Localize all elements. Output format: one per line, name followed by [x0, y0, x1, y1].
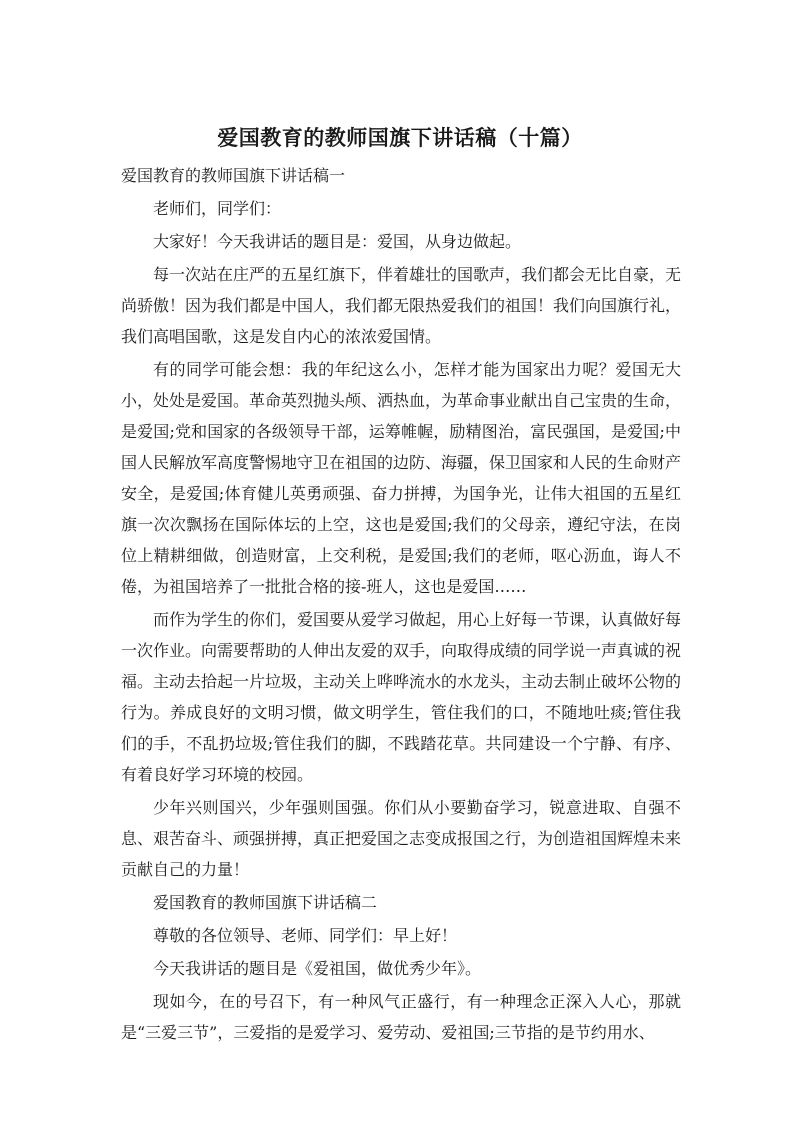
paragraph-p3: 而作为学生的你们，爱国要从爱学习做起，用心上好每一节课，认真做好每一次作业。向需要帮助的人伸出友爱的双手，向取得成绩的同学说一声真诚的祝福。主动去拾起一片垃圾，主动关上哗哗流水的水龙头，主动去制止破坏公物的行为。养成良好的文明习惯，做文明学生，管住我们的口，不随地吐痰;管住我们的手，不乱扔垃圾;管住我们的脚，不践踏花草。共同建设一个宁静、有序、有着良好学习环境的校园。 [121, 610, 682, 784]
paragraph-p1: 每一次站在庄严的五星红旗下，伴着雄壮的国歌声，我们都会无比自豪，无尚骄傲！因为我们都是中国人，我们都无限热爱我们的祖国！我们向国旗行礼，我们高唱国歌，这是发自内心的浓浓爱国情。 [121, 265, 682, 346]
paragraph-p2: 有的同学可能会想：我的年纪这么小，怎样才能为国家出力呢？爱国无大小，处处是爱国。革命英烈抛头颅、洒热血，为革命事业献出自己宝贵的生命，是爱国;党和国家的各级领导干部，运筹帷幄，励精图治，富民强国，是爱国;中国人民解放军高度警惕地守卫在祖国的边防、海疆，保卫国家和人民的生命财产安全，是爱国;体育健儿英勇顽强、奋力拼搏，为国争光，让伟大祖国的五星红旗一次次飘扬在国际体坛的上空，这也是爱国;我们的父母亲，遵纪守法，在岗位上精耕细做，创造财富，上交利税，是爱国;我们的老师，呕心沥血，诲人不倦，为祖国培养了一批批合格的接-班人，这也是爱国…… [121, 360, 682, 596]
paragraph-p5: 现如今，在的号召下，有一种风气正盛行，有一种理念正深入人心，那就是“三爱三节”，三爱指的是爱学习、爱劳动、爱祖国;三节指的是节约用水、 [121, 992, 681, 1042]
paragraph-topic: 大家好！今天我讲话的题目是：爱国，从身边做起。 [153, 232, 522, 251]
paragraph-greeting: 老师们，同学们： [153, 199, 282, 218]
paragraph-topic2: 今天我讲话的题目是《爱祖国，做优秀少年》。 [153, 959, 482, 978]
document-title: 爱国教育的教师国旗下讲话稿（十篇） [217, 126, 583, 150]
paragraph-speech2-heading: 爱国教育的教师国旗下讲话稿二 [153, 893, 378, 912]
paragraph-speech1-heading: 爱国教育的教师国旗下讲话稿一 [121, 166, 346, 185]
document-body [121, 160, 681, 1050]
paragraph-p4: 少年兴则国兴，少年强则国强。你们从小要勤奋学习，锐意进取、自强不息、艰苦奋斗、顽强拼搏，真正把爱国之志变成报国之行，为创造祖国辉煌未来贡献自己的力量！ [121, 798, 682, 879]
paragraph-greeting2: 尊敬的各位领导、老师、同学们：早上好！ [153, 926, 458, 945]
